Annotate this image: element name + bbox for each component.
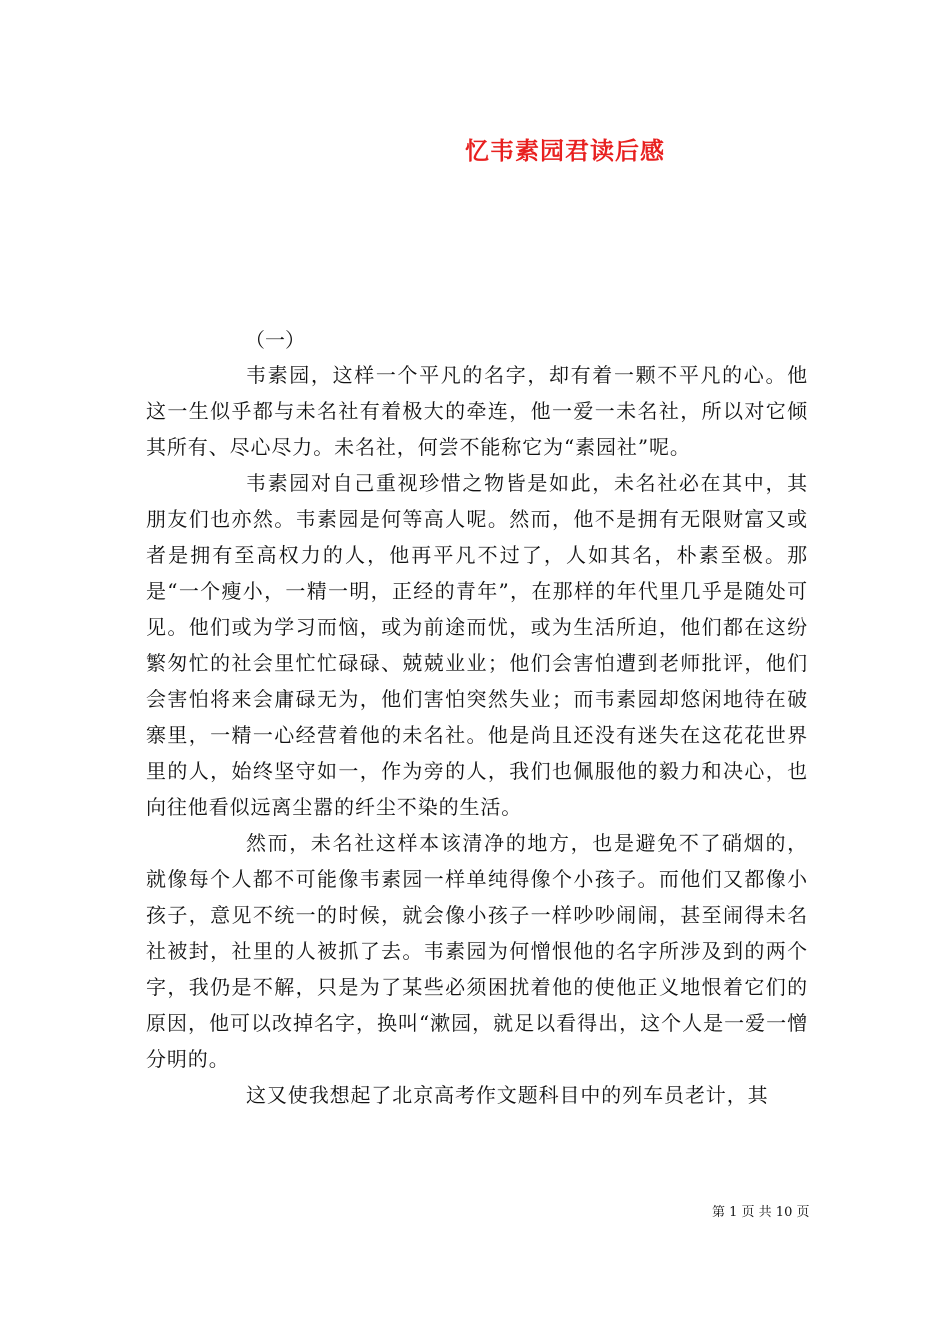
page-footer: 第 1 页 共 10 页 [712,1205,810,1220]
paragraph-4: 这又使我想起了北京高考作文题科目中的列车员老计，其 [246,1083,769,1107]
document-title: 忆韦素园君读后感 [465,136,665,165]
paragraph-3: 然而，未名社这样本该清净的地方，也是避免不了硝烟的，就像每个人都不可能像韦素园一样单纯得像个小孩子。而他们又都像小孩子，意见不统一的时候，就会像小孩子一样吵吵闹闹，甚至闹得未名社被封，社里的人被抓了去。韦素园为何憎恨他的名字所涉及到的两个字，我仍是不解，只是为了某些必须困扰着他的使他正义地恨着它们的原因，他可以改掉名字，换叫“漱园，就足以看得出，这个人是一爱一憎分明的。 [146,831,808,1071]
body-text [146,357,808,1113]
paragraph-2: 韦素园对自己重视珍惜之物皆是如此，未名社必在其中，其朋友们也亦然。韦素园是何等高人呢。然而，他不是拥有无限财富又或者是拥有至高权力的人，他再平凡不过了，人如其名，朴素至极。那是“一个瘦小，一精一明，正经的青年”，在那样的年代里几乎是随处可见。他们或为学习而恼，或为前途而忧，或为生活所迫，他们都在这纷繁匆忙的社会里忙忙碌碌、兢兢业业；他们会害怕遭到老师批评，他们会害怕将来会庸碌无为，他们害怕突然失业；而韦素园却悠闲地待在破寨里，一精一心经营着他的未名社。他是尚且还没有迷失在这花花世界里的人，始终坚守如一，作为旁的人，我们也佩服他的毅力和决心，也向往他看似远离尘嚣的纤尘不染的生活。 [146,471,808,819]
paragraph-1: 韦素园，这样一个平凡的名字，却有着一颗不平凡的心。他这一生似乎都与未名社有着极大的牵连，他一爱一未名社，所以对它倾其所有、尽心尽力。未名社，何尝不能称它为“素园社”呢。 [146,363,808,459]
section-marker: （一） [245,328,305,352]
